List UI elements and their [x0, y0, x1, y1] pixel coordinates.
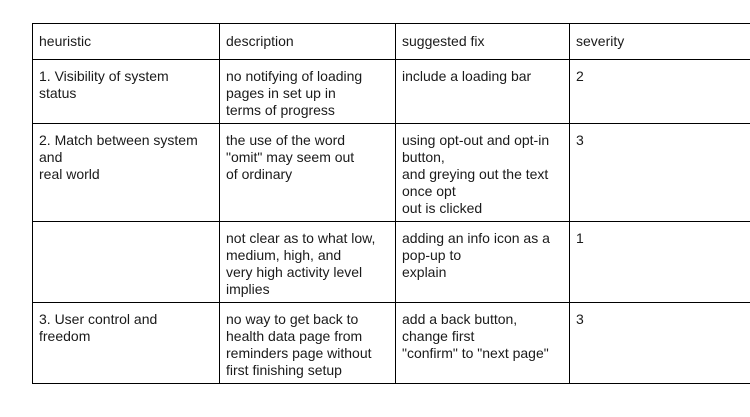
- cell-description: no notifying of loading pages in set up in terms of progress: [220, 60, 396, 124]
- table-row: [33, 124, 750, 222]
- table-row: [33, 303, 750, 384]
- cell-severity: 3: [570, 303, 750, 384]
- table-header-row: [33, 24, 750, 60]
- cell-description: no way to get back to health data page from reminders page without first finishing setup: [220, 303, 396, 384]
- cell-severity: 3: [570, 124, 750, 222]
- header-severity: severity: [570, 24, 750, 60]
- cell-suggested-fix: include a loading bar: [396, 60, 570, 124]
- cell-heuristic: [33, 222, 220, 303]
- header-description: description: [220, 24, 396, 60]
- header-heuristic: heuristic: [33, 24, 220, 60]
- heuristic-evaluation-table: [32, 23, 750, 384]
- cell-heuristic: 3. User control and freedom: [33, 303, 220, 384]
- cell-heuristic: 2. Match between system and real world: [33, 124, 220, 222]
- cell-description: not clear as to what low, medium, high, and very high activity level implies: [220, 222, 396, 303]
- cell-severity: 1: [570, 222, 750, 303]
- cell-heuristic: 1. Visibility of system status: [33, 60, 220, 124]
- cell-suggested-fix: using opt-out and opt-in button, and greying out the text once opt out is clicked: [396, 124, 570, 222]
- cell-suggested-fix: adding an info icon as a pop-up to explain: [396, 222, 570, 303]
- cell-severity: 2: [570, 60, 750, 124]
- cell-suggested-fix: add a back button, change first "confirm" to "next page": [396, 303, 570, 384]
- document-page: [32, 23, 750, 384]
- table-row: [33, 222, 750, 303]
- header-suggested-fix: suggested fix: [396, 24, 570, 60]
- cell-description: the use of the word "omit" may seem out of ordinary: [220, 124, 396, 222]
- table-row: [33, 60, 750, 124]
